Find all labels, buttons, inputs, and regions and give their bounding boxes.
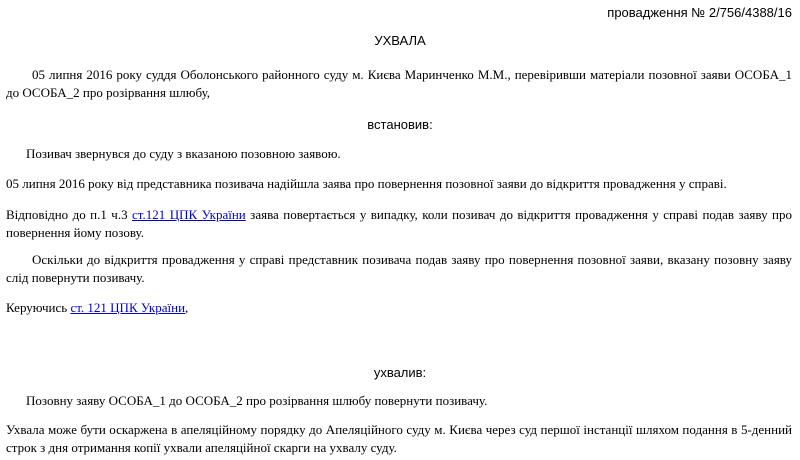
paragraph-return-request: 05 липня 2016 року від представника позивача надійшла заява про повернення позовної заяви до відкриття провадження у справі.: [6, 176, 727, 191]
case-number: провадження № 2/756/4388/16: [607, 5, 792, 20]
ruling-return-claim: Позовну заяву ОСОБА_1 до ОСОБА_2 про розірвання шлюбу повернути позивачу.: [26, 393, 488, 408]
paragraph-reasoning: Оскільки до відкриття провадження у справі представник позивача подав заяву про повернення позовної заяви, вказану позовну заяву слід повернути позивачу.: [6, 252, 792, 285]
paragraph-legal-basis: [6, 206, 792, 242]
paragraph-guided-by: [6, 299, 792, 317]
law-link-article-121[interactable]: ст.121 ЦПК України: [132, 207, 246, 222]
ruling-appeal-notice: Ухвала може бути оскаржена в апеляційному порядку до Апеляційного суду м. Києва через суд першої інстанції шляхом подання в 5-денний строк з дня отримання копії ухвали апеляційної скарги на ухвалу суду.: [6, 422, 792, 455]
intro-paragraph: 05 липня 2016 року суддя Оболонського районного суду м. Києва Маринченко М.М., перевіривши матеріали позовної заяви ОСОБА_1 до ОСОБА_2 про розірвання шлюбу,: [6, 67, 792, 100]
paragraph-claim-filed: Позивач звернувся до суду з вказаною позовною заявою.: [26, 146, 341, 161]
paragraph-legal-basis-text-end: заява повертається у випадку, коли позивач до відкриття провадження у справі подав заяву про повернення йому позову.: [6, 207, 792, 240]
ruled-heading: ухвалив:: [373, 365, 427, 380]
document-title: УХВАЛА: [374, 33, 426, 48]
law-link-article-121-guided[interactable]: ст. 121 ЦПК України: [70, 300, 186, 315]
guided-by-comma: ,: [185, 300, 189, 315]
guided-by-text: Керуючись: [6, 300, 71, 315]
established-heading: встановив:: [367, 117, 433, 132]
paragraph-legal-basis-text-start: Відповідно до п.1 ч.3: [6, 207, 133, 222]
